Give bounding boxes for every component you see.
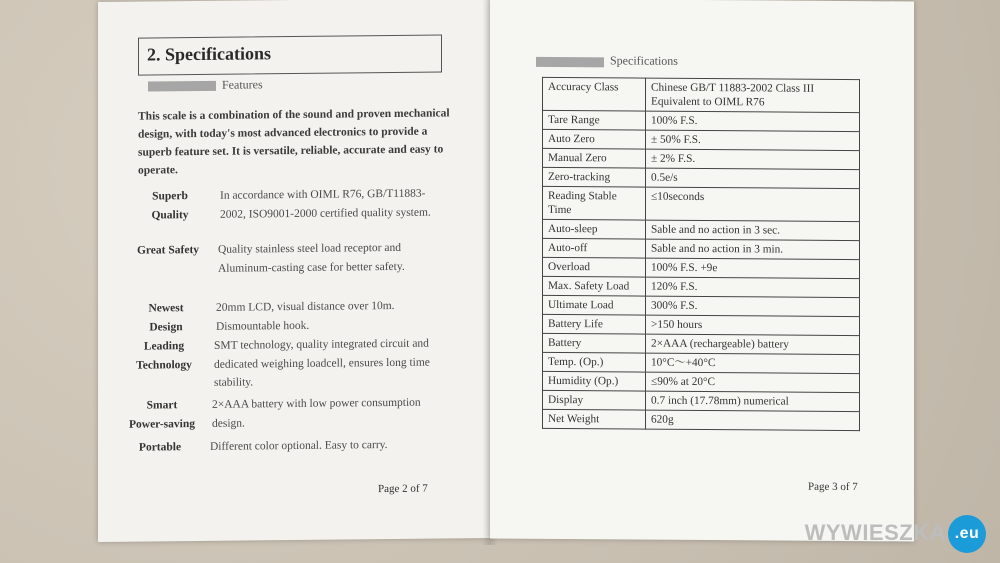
page-heading: 2. Specifications: [147, 43, 271, 65]
spec-key: Manual Zero: [543, 148, 646, 168]
spec-key: Battery Life: [543, 314, 646, 334]
spec-key: Humidity (Op.): [543, 371, 646, 391]
feature-item: [122, 238, 462, 298]
spec-value: 2×AAA (rechargeable) battery: [646, 334, 860, 354]
specifications-table: [542, 77, 860, 431]
spec-key: Battery: [543, 333, 646, 353]
feature-key: Leading Technology: [136, 340, 192, 372]
table-row: [543, 77, 860, 112]
table-row: [543, 257, 860, 278]
feature-item: [116, 393, 456, 437]
spec-key: Net Weight: [543, 409, 646, 429]
table-row: [543, 276, 860, 297]
spec-value: 620g: [646, 410, 860, 430]
spec-key: Auto Zero: [543, 129, 646, 149]
spec-value: ≤10seconds: [646, 187, 860, 221]
spec-value: Sable and no action in 3 min.: [646, 239, 860, 259]
spec-value: 0.7 inch (17.78mm) numerical: [646, 391, 860, 411]
table-row: [543, 409, 860, 430]
feature-value: In accordance with OIML R76, GB/T11883-2002, ISO9001-2000 certified quality system.: [220, 187, 431, 221]
feature-value: Quality stainless steel load receptor and Aluminum-casting case for better safety.: [218, 241, 405, 275]
table-row: [543, 390, 860, 411]
spec-value: >150 hours: [646, 315, 860, 335]
spec-value: 100% F.S. +9e: [646, 258, 860, 278]
spec-key: Reading Stable Time: [543, 186, 646, 220]
feature-value: SMT technology, quality integrated circuit and dedicated weighing loadcell, ensures long time stability.: [214, 337, 430, 389]
watermark-badge: .eu: [948, 515, 986, 553]
feature-item: [114, 435, 454, 459]
feature-key: Portable: [138, 441, 182, 454]
spec-key: Display: [543, 390, 646, 410]
table-row: [543, 167, 860, 188]
table-row: [543, 371, 860, 392]
spec-key: Temp. (Op.): [543, 352, 646, 372]
feature-item: [118, 334, 458, 396]
spec-value: Chinese GB/T 11883-2002 Class III Equivalent to OIML R76: [646, 78, 860, 112]
spec-value: Sable and no action in 3 sec.: [646, 220, 860, 240]
spec-key: Tare Range: [543, 110, 646, 130]
spec-key: Max. Safety Load: [543, 276, 646, 296]
table-row: [543, 352, 860, 373]
right-page: [490, 0, 914, 541]
feature-key: Superb Quality: [151, 190, 189, 221]
table-row: [543, 129, 860, 150]
spec-value: ± 2% F.S.: [646, 149, 860, 169]
table-row: [543, 186, 860, 221]
table-row: [543, 295, 860, 316]
intro-paragraph: This scale is a combination of the sound and proven mechanical design, with today's most advanced electronics to provide a superb feature set. It is versatile, reliable, accurate and easy to operate.: [138, 107, 450, 177]
spec-value: 300% F.S.: [646, 296, 860, 316]
feature-key: Great Safety: [136, 243, 200, 257]
table-row: [543, 148, 860, 169]
watermark-text: WYWIESZKA: [804, 519, 946, 545]
section-bar: [148, 81, 216, 92]
feature-value: Different color optional. Easy to carry.: [210, 439, 388, 453]
spec-value: ± 50% F.S.: [646, 130, 860, 150]
spec-value: 120% F.S.: [646, 277, 860, 297]
spec-key: Accuracy Class: [543, 77, 646, 111]
feature-item: [124, 184, 464, 242]
spec-key: Auto-sleep: [543, 219, 646, 239]
feature-key: Newest Design: [148, 302, 184, 334]
spec-key: Zero-tracking: [543, 167, 646, 187]
spec-value: ≤90% at 20°C: [646, 372, 860, 392]
specifications-label: Specifications: [610, 53, 678, 68]
spec-value: 0.5e/s: [646, 168, 860, 188]
spec-value: 100% F.S.: [646, 111, 860, 131]
feature-value: 2×AAA battery with low power consumption design.: [212, 396, 421, 430]
table-row: [543, 219, 860, 240]
spec-value: 10°C～+40°C: [646, 353, 860, 373]
section-bar: [536, 57, 604, 67]
spec-key: Ultimate Load: [543, 295, 646, 315]
table-row: [543, 314, 860, 335]
left-page: [98, 0, 490, 542]
spec-key: Overload: [543, 257, 646, 277]
page-number-left: Page 2 of 7: [378, 482, 428, 496]
heading-box: [138, 34, 442, 75]
features-label: Features: [222, 77, 263, 92]
spec-key: Auto-off: [543, 238, 646, 258]
table-row: [543, 333, 860, 354]
feature-value: 20mm LCD, visual distance over 10m. Dismountable hook.: [216, 299, 395, 333]
page-number-right: Page 3 of 7: [808, 480, 858, 494]
table-row: [543, 110, 860, 131]
feature-item: [120, 296, 460, 336]
table-row: [543, 238, 860, 259]
feature-key: Smart Power-saving: [128, 399, 195, 431]
watermark: [805, 515, 986, 553]
